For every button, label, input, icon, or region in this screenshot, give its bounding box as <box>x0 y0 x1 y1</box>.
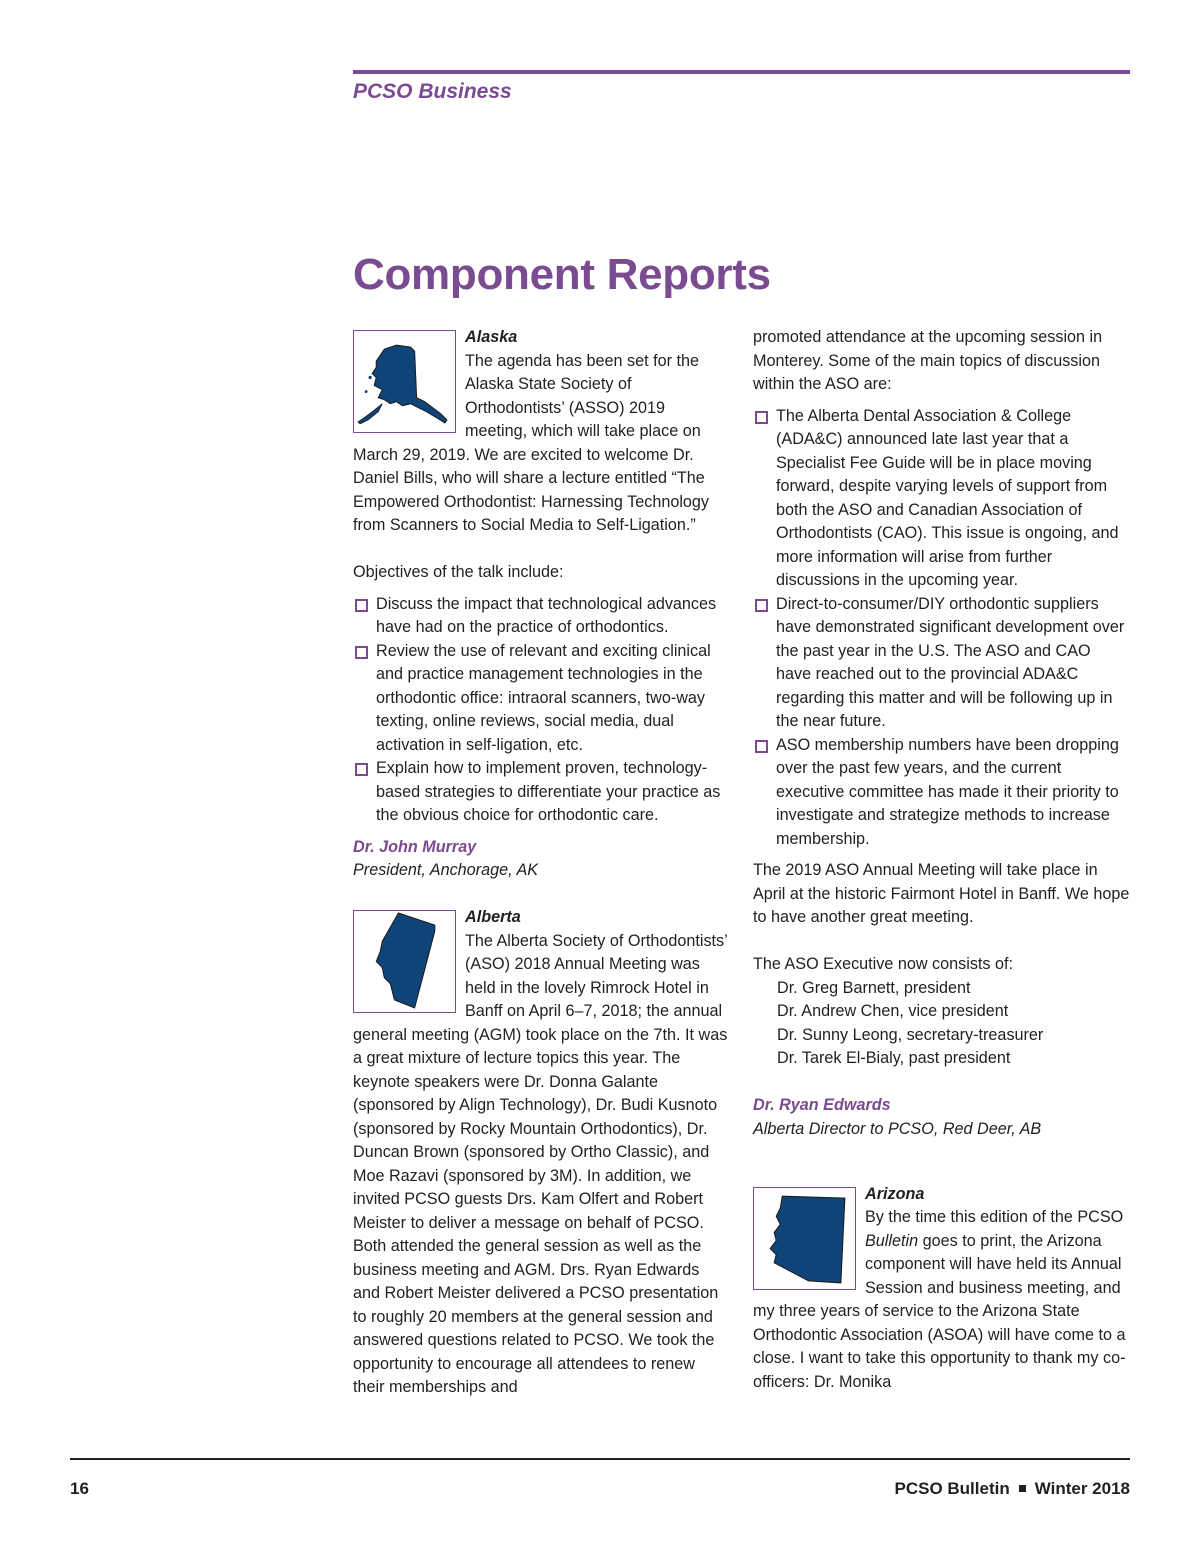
left-column <box>353 326 730 1400</box>
footer-rule <box>70 1458 1130 1460</box>
alberta-exec-intro: The ASO Executive now consists of: <box>753 955 1014 973</box>
list-item: Dr. Greg Barnett, president <box>777 978 971 997</box>
arizona-map-icon <box>753 1187 856 1290</box>
page-number: 16 <box>70 1479 89 1498</box>
alaska-map-shape <box>354 331 455 432</box>
section-label: PCSO Business <box>353 80 512 103</box>
alberta-continued: promoted attendance at the upcoming session in Monterey. Some of the main topics of discussion within the ASO are: <box>753 328 1103 393</box>
arizona-map-shape <box>754 1188 855 1289</box>
alberta-signature-name: Dr. Ryan Edwards <box>753 1096 891 1114</box>
alberta-executive-list <box>753 977 1130 1071</box>
alaska-intro: The agenda has been set for the Alaska State Society of Orthodontists’ (ASSO) 2019 meeting, which will take place on March 29, 2019. We are excited to welcome Dr. Daniel Bills, who will share a lecture entitled “The Empowered Orthodontist: Harnessing Technology from Scanners to Social Media to Self-Ligation.” <box>353 351 710 534</box>
list-item: ASO membership numbers have been dropping over the past few years, and the current executive committee has made it their priority to investigate and strategize methods to increase membership. <box>753 734 1130 852</box>
list-item: Review the use of relevant and exciting clinical and practice management technologies in the orthodontic office: intraoral scanners, two-way texting, online reviews, social media, dual activation in self-ligation, etc. <box>353 640 730 758</box>
alaska-signature-name: Dr. John Murray <box>353 837 477 856</box>
arizona-body-pre: By the time this edition of the PCSO <box>865 1208 1124 1226</box>
list-item: Discuss the impact that technological advances have had on the practice of orthodontics. <box>353 593 730 640</box>
alaska-heading: Alaska <box>465 328 518 346</box>
right-column <box>753 326 1130 1394</box>
list-item: Direct-to-consumer/DIY orthodontic suppliers have demonstrated significant development over the past year in the U.S. The ASO and CAO have reached out to the provincial ADA&C regarding this matter and will be following up in the near future. <box>753 593 1130 734</box>
page-title: Component Reports <box>353 250 771 299</box>
alberta-heading: Alberta <box>465 908 521 926</box>
arizona-heading: Arizona <box>865 1184 925 1203</box>
arizona-body-italic: Bulletin <box>865 1231 919 1250</box>
list-item: Dr. Sunny Leong, secretary-treasurer <box>777 1025 1044 1044</box>
alberta-meeting-note: The 2019 ASO Annual Meeting will take place in April at the historic Fairmont Hotel in Banff. We hope to have another great meeting. <box>753 861 1130 926</box>
separator-square-icon <box>1019 1485 1026 1492</box>
list-item: Dr. Tarek El-Bialy, past president <box>777 1049 1011 1067</box>
alaska-map-icon <box>353 330 456 433</box>
alaska-objectives-intro: Objectives of the talk include: <box>353 563 564 581</box>
alberta-body: The Alberta Society of Orthodontists’ (ASO) 2018 Annual Meeting was held in the lovely Rimrock Hotel in Banff on April 6–7, 2018; the annual general meeting (AGM) took place on the 7th. It was a great mixture of lecture topics this year. The keynote speakers were Dr. Donna Galante (sponsored by Align Technology), Dr. Budi Kusnoto (sponsored by Rocky Mountain Orthodontics), Dr. Duncan Brown (sponsored by Ortho Classic), and Moe Razavi (sponsored by 3M). In addition, we invited PCSO guests Drs. Kam Olfert and Robert Meister to deliver a message on behalf of PCSO. Both attended the general session as well as the business meeting and AGM. Drs. Ryan Edwards and Robert Meister delivered a PCSO presentation to roughly 20 members at the general session and answered questions related to PCSO. We took the opportunity to encourage all attendees to renew their memberships and <box>353 931 728 1396</box>
publication-name: PCSO Bulletin <box>894 1479 1010 1498</box>
list-item: Dr. Andrew Chen, vice president <box>777 1002 1009 1020</box>
header-rule <box>353 70 1130 74</box>
arizona-body-post: goes to print, the Arizona component will have held its Annual Session and business meeting, and my three years of service to the Arizona State Orthodontic Association (ASOA) will have come to a close. I want to take this opportunity to thank my co-officers: Dr. Monika <box>753 1231 1126 1391</box>
alberta-signature-title: Alberta Director to PCSO, Red Deer, AB <box>753 1119 1042 1138</box>
alberta-map-icon <box>353 910 456 1013</box>
issue-label: Winter 2018 <box>1034 1479 1130 1498</box>
alberta-topics-list <box>753 405 1130 852</box>
alberta-map-shape <box>354 911 455 1012</box>
alaska-objectives-list <box>353 593 730 828</box>
footer-publication <box>894 1479 1130 1499</box>
list-item: Explain how to implement proven, technology-based strategies to differentiate your practice as the obvious choice for orthodontic care. <box>353 757 730 828</box>
list-item: The Alberta Dental Association & College (ADA&C) announced late last year that a Specialist Fee Guide will be in place moving forward, despite varying levels of support from both the ASO and Canadian Association of Orthodontists (CAO). This issue is ongoing, and more information will arise from further discussions in the upcoming year. <box>753 405 1130 593</box>
alaska-signature-title: President, Anchorage, AK <box>353 861 539 879</box>
